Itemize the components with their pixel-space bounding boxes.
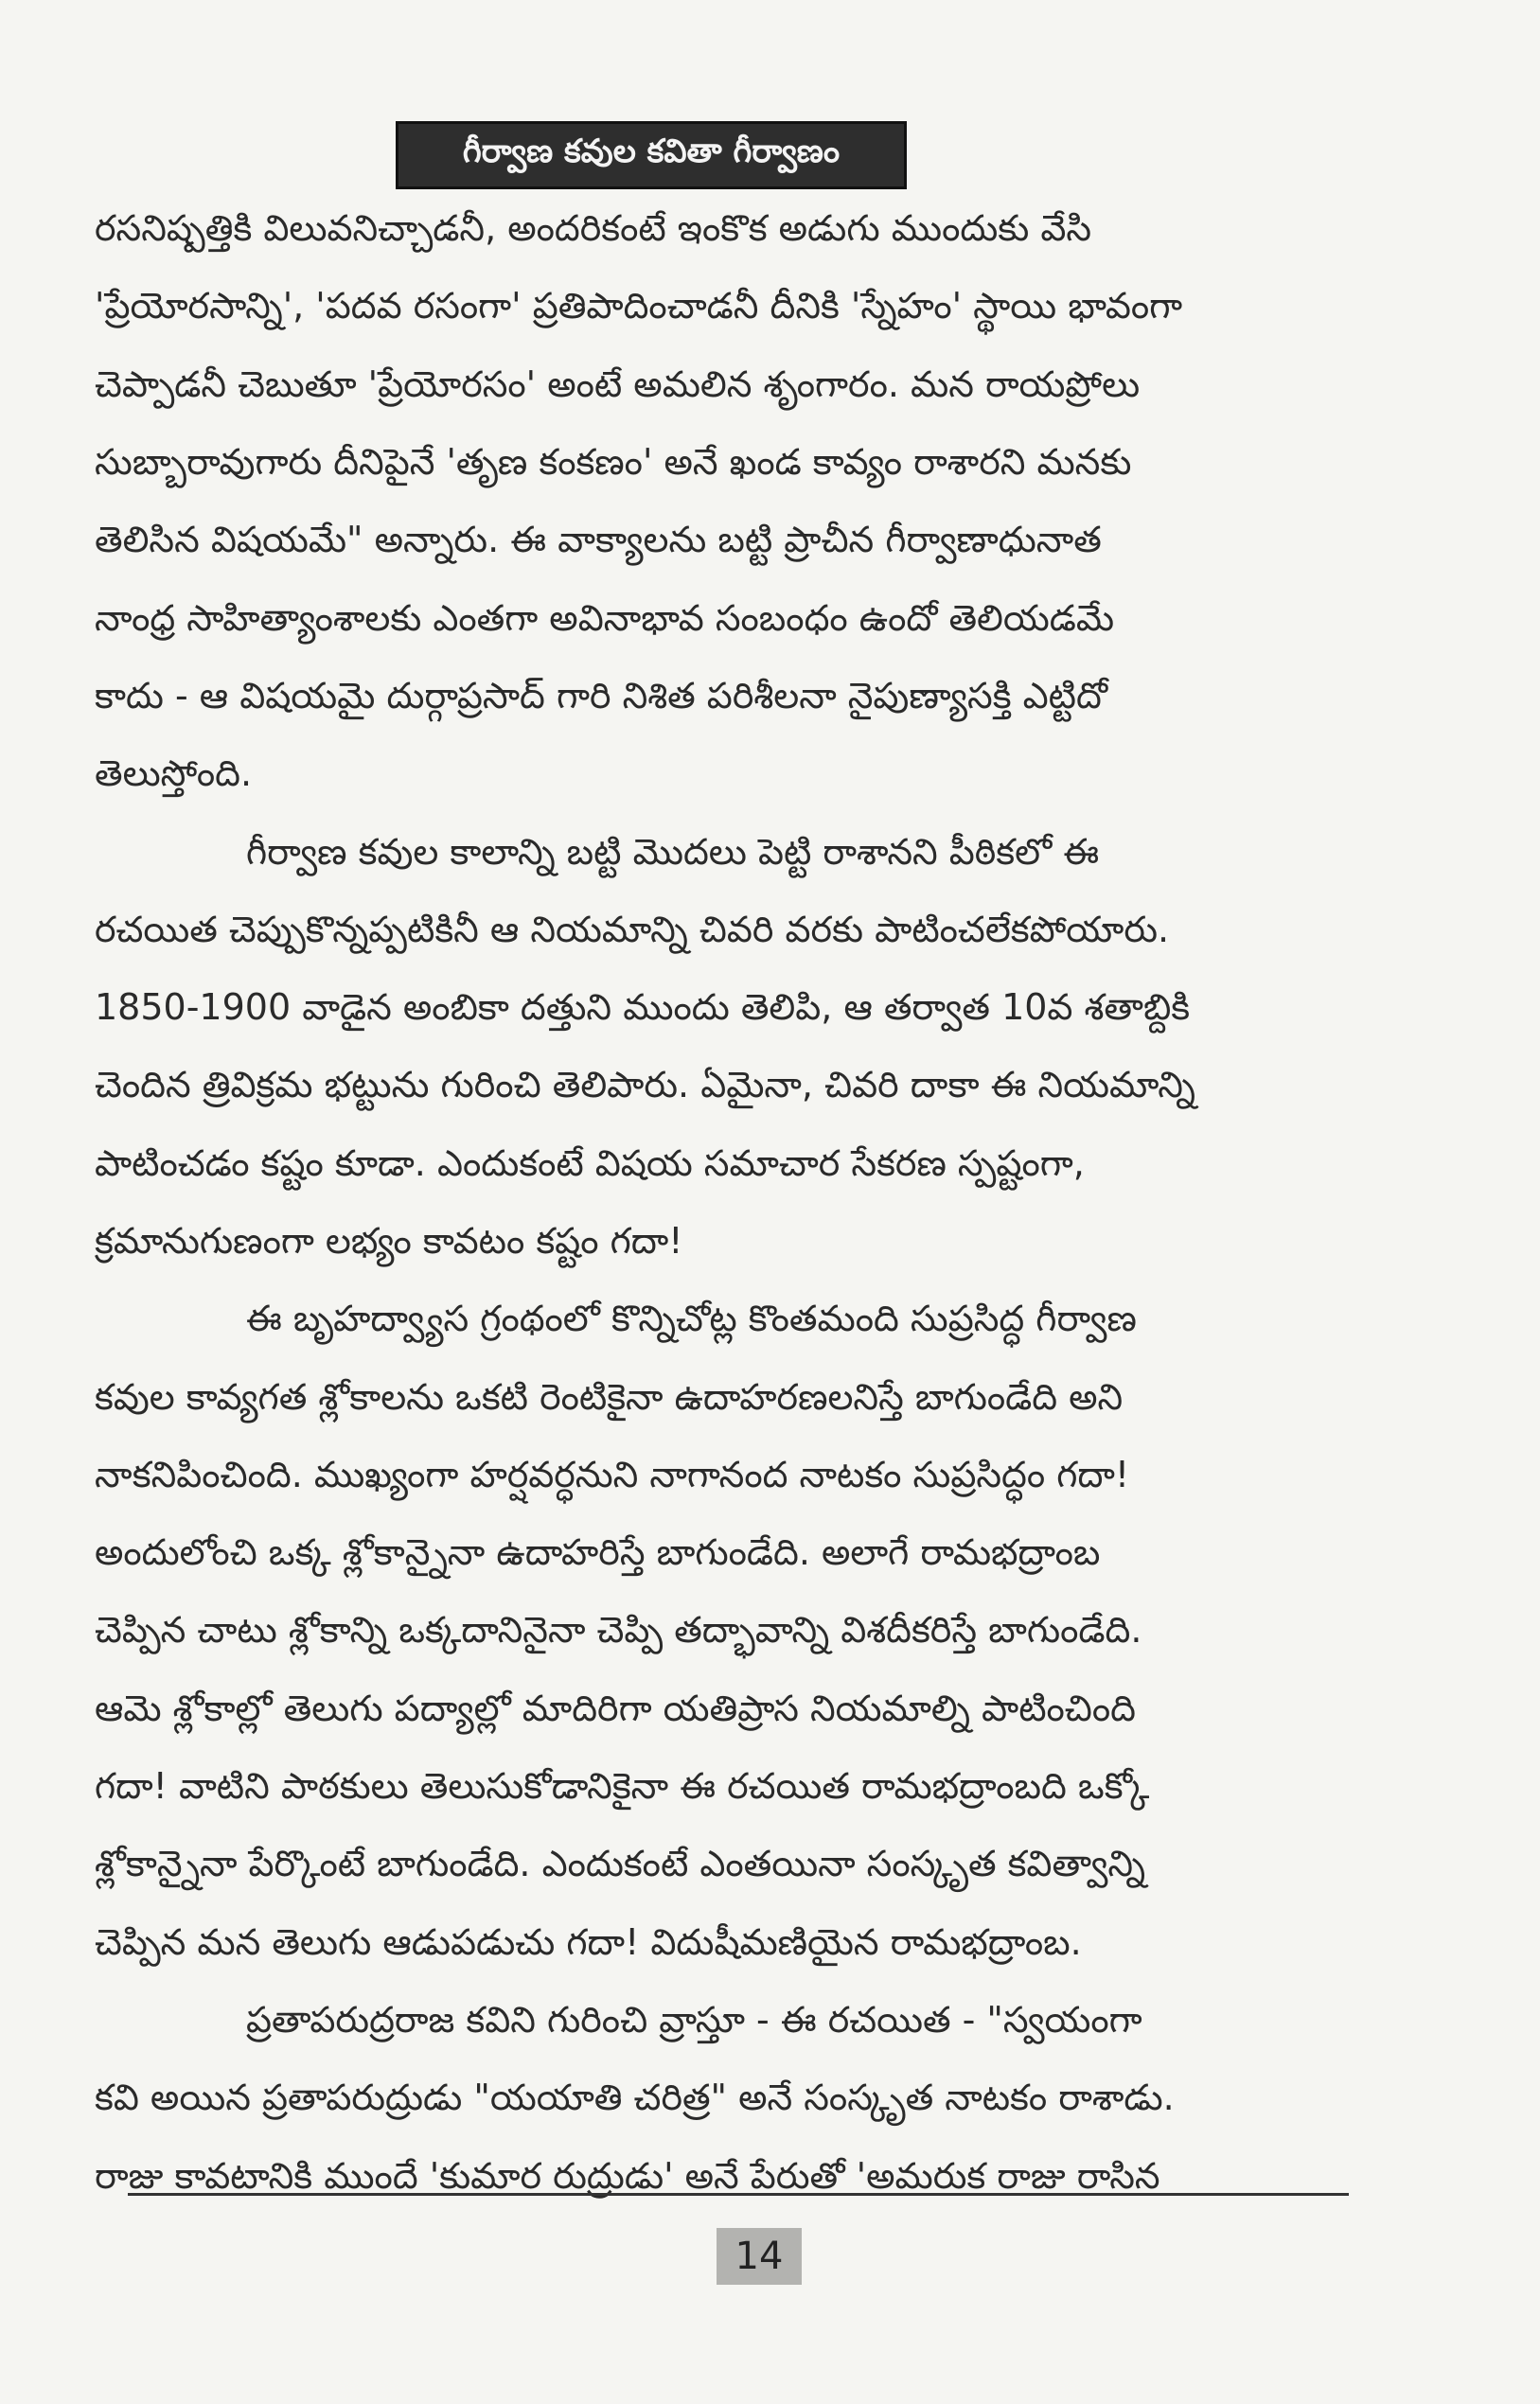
paragraph-first-line: ఈ బృహద్వ్యాస గ్రంథంలో కొన్నిచోట్ల కొంతమంది సుప్రసిద్ధ గీర్వాణ: [246, 1298, 1137, 1340]
body-text: [95, 194, 1363, 2219]
text-line: క్రమానుగుణంగా లభ్యం కావటం కష్టం గదా!: [95, 1220, 683, 1262]
text-line: తెలుస్తోంది.: [95, 752, 253, 795]
text-line: ఆమె శ్లోకాల్లో తెలుగు పద్యాల్లో మాదిరిగా యతిప్రాస నియమాల్ని పాటించింది: [95, 1687, 1136, 1729]
text-line: కాదు - ఆ విషయమై దుర్గాప్రసాద్ గారి నిశిత పరిశీలనా నైపుణ్యాసక్తి ఎట్టిదో: [95, 674, 1108, 716]
running-header: గీర్వాణ కవుల కవితా గీర్వాణం: [396, 121, 907, 189]
text-line: చెందిన త్రివిక్రమ భట్టును గురించి తెలిపారు. ఏమైనా, చివరి దాకా ఈ నియమాన్ని: [95, 1064, 1195, 1106]
text-line: గదా! వాటిని పాఠకులు తెలుసుకోడానికైనా ఈ రచయిత రామభద్రాంబది ఒక్కో: [95, 1765, 1150, 1808]
text-line: చెప్పిన చాటు శ్లోకాన్ని ఒక్కదానినైనా చెప్పి తద్భావాన్ని విశదీకరిస్తే బాగుండేది.: [95, 1609, 1142, 1652]
text-line: రసనిష్పత్తికి విలువనిచ్చాడనీ, అందరికంటే ఇంకొక అడుగు ముందుకు వేసి: [95, 207, 1092, 250]
text-line: నాంధ్ర సాహిత్యాంశాలకు ఎంతగా అవినాభావ సంబంధం ఉందో తెలియడమే: [95, 596, 1115, 639]
paragraph-first-line: ప్రతాపరుద్రరాజ కవిని గురించి వ్రాస్తూ - ఈ రచయిత - "స్వయంగా: [246, 1998, 1142, 2041]
text-line: కవి అయిన ప్రతాపరుద్రుడు "యయాతి చరిత్ర" అనే సంస్కృత నాటకం రాశాడు.: [95, 2077, 1175, 2119]
text-line: అందులోంచి ఒక్క శ్లోకాన్నైనా ఉదాహరిస్తే బాగుండేది. అలాగే రామభద్రాంబ: [95, 1531, 1101, 1574]
text-line: తెలిసిన విషయమే" అన్నారు. ఈ వాక్యాలను బట్టి ప్రాచీన గీర్వాణాధునాత: [95, 519, 1102, 561]
text-line: చెప్పాడనీ చెబుతూ 'ప్రేయోరసం' అంటే అమలిన శృంగారం. మన రాయప్రోలు: [95, 362, 1141, 405]
text-line: శ్లోకాన్నైనా పేర్కొంటే బాగుండేది. ఎందుకంటే ఎంతయినా సంస్కృత కవిత్వాన్ని: [95, 1843, 1146, 1885]
text-line: నాకనిపించింది. ముఖ్యంగా హర్షవర్ధనుని నాగానంద నాటకం సుప్రసిద్ధం గదా!: [95, 1453, 1130, 1495]
text-line: పాటించడం కష్టం కూడా. ఎందుకంటే విషయ సమాచార సేకరణ స్పష్టంగా,: [95, 1141, 1085, 1184]
paragraph-first-line: గీర్వాణ కవుల కాలాన్ని బట్టి మొదలు పెట్టి రాశానని పీఠికలో ఈ: [246, 830, 1100, 873]
page-number: 14: [717, 2228, 802, 2285]
text-line: 'ప్రేయోరసాన్ని', 'పదవ రసంగా' ప్రతిపాదించాడనీ దీనికి 'స్నేహం' స్థాయి భావంగా: [95, 285, 1183, 327]
text-line: 1850-1900 వాడైన అంబికా దత్తుని ముందు తెలిపి, ఆ తర్వాత 10వ శతాబ్దికి: [95, 986, 1191, 1029]
text-line: కవుల కావ్యగత శ్లోకాలను ఒకటి రెంటికైనా ఉదాహరణలనిస్తే బాగుండేది అని: [95, 1375, 1124, 1418]
footer-divider: [128, 2193, 1349, 2196]
text-line: చెప్పిన మన తెలుగు ఆడుపడుచు గదా! విదుషీమణియైన రామభద్రాంబ.: [95, 1920, 1082, 1963]
text-line: సుబ్బారావుగారు దీనిపైనే 'తృణ కంకణం' అనే ఖండ కావ్యం రాశారని మనకు: [95, 441, 1132, 484]
text-line: రచయిత చెప్పుకొన్నప్పటికినీ ఆ నియమాన్ని చివరి వరకు పాటించలేకపోయారు.: [95, 908, 1170, 950]
text-line: రాజు కావటానికి ముందే 'కుమార రుద్రుడు' అనే పేరుతో 'అమరుక రాజు రాసిన: [95, 2154, 1160, 2197]
